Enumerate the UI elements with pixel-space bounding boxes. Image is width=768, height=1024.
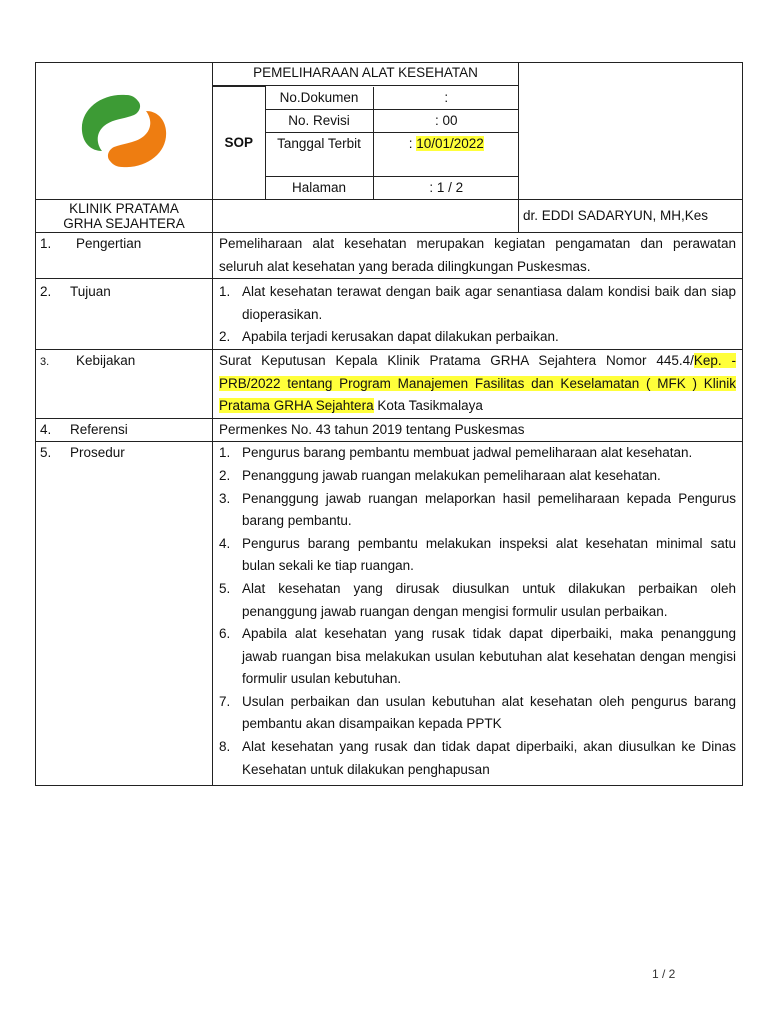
logo-cell — [36, 63, 213, 200]
list-item: 2. Apabila terjadi kerusakan dapat dilakukan perbaikan. — [219, 329, 559, 345]
section-label-kebijakan — [36, 349, 213, 418]
section-number: 2. — [40, 284, 52, 300]
section-content-tujuan — [213, 279, 743, 350]
tujuan-list — [219, 281, 736, 349]
sop-label: SOP — [213, 87, 265, 199]
section-title: Referensi — [70, 421, 128, 437]
section-number: 1. — [40, 236, 52, 251]
meta-value: : — [373, 87, 519, 110]
referensi-text: Permenkes No. 43 tahun 2019 tentang Puskesmas — [219, 421, 525, 437]
section-title: Prosedur — [70, 445, 125, 461]
section-title: Pengertian — [76, 236, 142, 251]
blank-cell — [213, 200, 519, 233]
prosedur-list — [219, 442, 736, 781]
section-content-kebijakan — [213, 349, 743, 418]
list-item: 5. Alat kesehatan yang dirusak diusulkan untuk dilakukan perbaikan oleh penanggung jawab ruangan dengan mengisi formulir usulan perbaikan. — [219, 580, 736, 619]
clinic-name-line1: KLINIK PRATAMA — [69, 201, 179, 216]
signatory-name: dr. EDDI SADARYUN, MH,Kes — [519, 200, 743, 233]
list-item: 1. Pengurus barang pembantu membuat jadwal pemeliharaan alat kesehatan. — [219, 445, 693, 461]
meta-label: Tanggal Terbit — [265, 132, 373, 176]
issue-date: 10/01/2022 — [416, 135, 484, 151]
pengertian-text: Pemeliharaan alat kesehatan merupakan kegiatan pengamatan dan perawatan seluruh alat kesehatan yang berada dilingkungan Puskesmas. — [219, 236, 736, 274]
meta-label: No. Revisi — [265, 109, 373, 132]
meta-label: No.Dokumen — [265, 87, 373, 110]
meta-label: Halaman — [265, 176, 373, 199]
list-item: 6. Apabila alat kesehatan yang rusak tidak dapat diperbaiki, maka penanggung jawab ruangan bisa melakukan usulan kebutuhan alat kesehatan dengan mengisi formulir usulan kebutuhan. — [219, 626, 736, 687]
section-content-pengertian — [213, 233, 743, 279]
section-content-referensi — [213, 418, 743, 442]
section-title: Kebijakan — [76, 352, 136, 368]
clinic-name-line2: GRHA SEJAHTERA — [63, 216, 185, 231]
kebijakan-text: Surat Keputusan Kepala Klinik Pratama GRHA Sejahtera Nomor 445.4/Kep. -PRB/2022 tentang Program Manajemen Fasilitas dan Keselamatan ( MFK ) Klinik Pratama GRHA Sejahtera Kota Tasikmalaya — [219, 352, 736, 414]
sop-document — [35, 62, 742, 786]
page-number: 1 / 2 — [652, 967, 676, 981]
section-title: Tujuan — [70, 284, 111, 300]
meta-value: : 00 — [373, 109, 519, 132]
meta-table — [213, 86, 519, 199]
meta-value-prefix: : — [408, 135, 417, 151]
list-item: 8. Alat kesehatan yang rusak dan tidak dapat diperbaiki, akan diusulkan ke Dinas Kesehatan untuk dilakukan penghapusan — [219, 739, 736, 777]
title-cell — [213, 63, 519, 200]
list-item: 3. Penanggung jawab ruangan melaporkan hasil pemeliharaan kepada Pengurus barang pembantu. — [219, 490, 736, 529]
section-label-prosedur — [36, 442, 213, 786]
document-title: PEMELIHARAAN ALAT KESEHATAN — [213, 63, 518, 86]
section-label-tujuan — [36, 279, 213, 350]
section-number: 4. — [40, 421, 52, 437]
section-number: 3. — [40, 355, 50, 368]
section-number: 5. — [40, 445, 52, 461]
list-item: 4. Pengurus barang pembantu melakukan inspeksi alat kesehatan minimal satu bulan sekali ke tiap ruangan. — [219, 535, 736, 574]
meta-value — [373, 132, 519, 176]
policy-highlight: Kep. -PRB/2022 tentang Program Manajemen Fasilitas dan Keselamatan ( MFK ) Klinik Pratama GRHA Sejahtera — [219, 352, 736, 414]
sop-table — [35, 62, 743, 786]
list-item: 7. Usulan perbaikan dan usulan kebutuhan alat kesehatan oleh pengurus barang pembantu akan disampaikan kepada PPTK — [219, 693, 736, 732]
list-item: 2. Penanggung jawab ruangan melakukan pemeliharaan alat kesehatan. — [219, 467, 661, 483]
section-label-pengertian — [36, 233, 213, 279]
section-content-prosedur — [213, 442, 743, 786]
clinic-name — [36, 200, 213, 233]
section-label-referensi — [36, 418, 213, 442]
clinic-logo-icon — [76, 91, 172, 171]
list-item: 1. Alat kesehatan terawat dengan baik agar senantiasa dalam kondisi baik dan siap dioperasikan. — [219, 284, 736, 322]
meta-value: : 1 / 2 — [373, 176, 519, 199]
signature-area — [519, 63, 743, 200]
